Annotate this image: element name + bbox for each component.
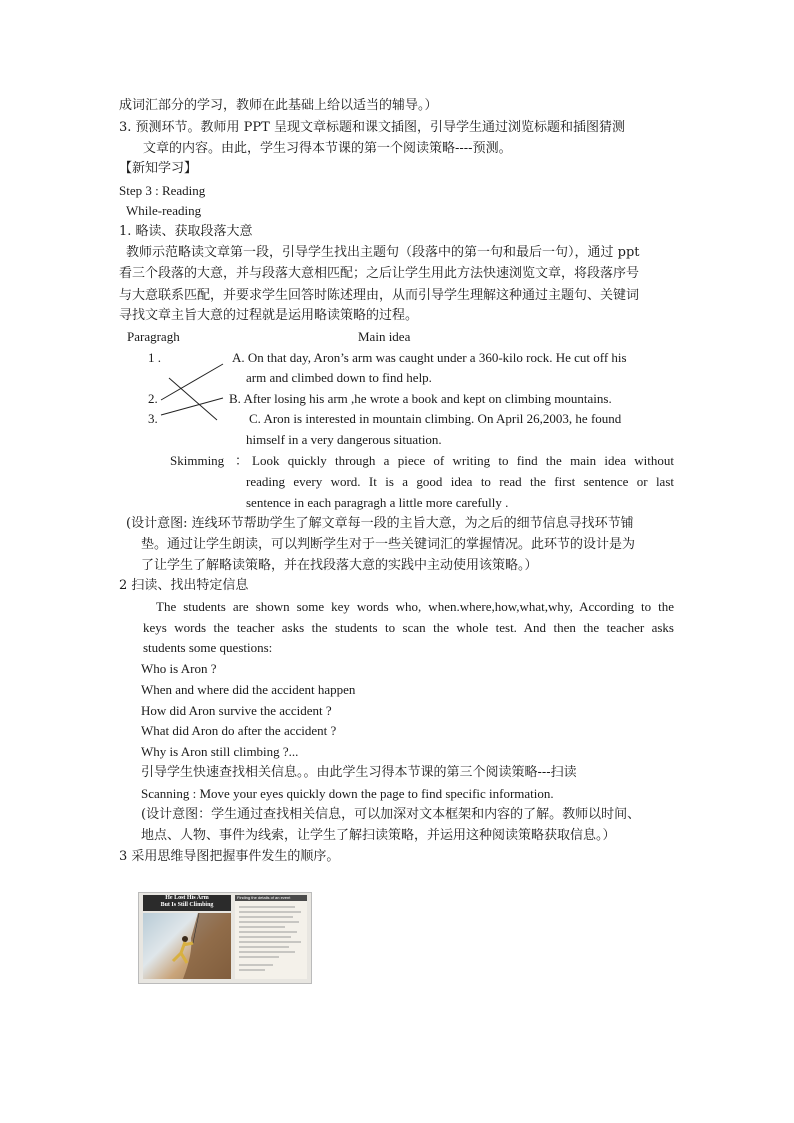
column-header-main-idea: Main idea: [358, 329, 411, 344]
question: When and where did the accident happen: [141, 682, 356, 697]
text-line: 3. 预测环节。教师用 PPT 呈现文章标题和课文插图，引导学生通过浏览标题和插图猜测: [119, 120, 625, 135]
text-line: 教师示范略读文章第一段，引导学生找出主题句（段落中的第一句和最后一句），通过 ppt: [126, 245, 640, 260]
main-idea-b: B. After losing his arm ,he wrote a book and kept on climbing mountains.: [229, 391, 612, 406]
match-line-2-a: [169, 378, 217, 420]
match-line-3-b: [161, 398, 223, 415]
main-idea-c-cont: himself in a very dangerous situation.: [246, 432, 442, 447]
thumb-title-line: He Lost His Arm: [165, 895, 209, 901]
column-header-paragraph: Paragragh: [127, 329, 180, 344]
textbook-page-image: [138, 892, 312, 984]
skimming-definition: reading every word. It is a good idea to read the first sentence or last: [246, 474, 674, 489]
thumb-title-line: But Is Still Climbing: [160, 902, 214, 908]
thumb-title-box: [143, 895, 231, 911]
matching-lines: [155, 360, 230, 430]
main-idea-a-cont: arm and climbed down to find help.: [246, 370, 432, 385]
main-idea-c: C. Aron is interested in mountain climbing. On April 26,2003, he found: [249, 411, 622, 426]
design-note: (设计意图：学生通过查找相关信息，可以加深对文本框架和内容的了解。教师以时间、: [141, 807, 641, 822]
step-title: 3 采用思维导图把握事件发生的顺序。: [119, 849, 340, 864]
section-heading: 【新知学习】: [119, 161, 198, 176]
text-line: 与大意联系匹配，并要求学生回答时陈述理由，从而引导学生理解这种通过主题句、关键词: [119, 288, 640, 303]
subheading: While-reading: [126, 203, 202, 218]
paragraph-number: 1 .: [148, 350, 161, 365]
step-title: 2 扫读、找出特定信息: [119, 578, 249, 593]
paragraph-number: 3.: [148, 411, 158, 426]
thumb-side-heading: Finding the details of an event: [235, 895, 307, 901]
match-line-1-c: [161, 364, 223, 400]
design-note: 垫。通过让学生朗读，可以判断学生对于一些关键词汇的掌握情况。此环节的设计是为: [141, 537, 636, 552]
text-line: 看三个段落的大意，并与段落大意相匹配；之后让学生用此方法快速浏览文章，将段落序号: [119, 266, 640, 281]
text-line: 成词汇部分的学习，教师在此基础上给以适当的辅导。）: [119, 98, 438, 113]
thumb-text-lines: [235, 901, 307, 977]
text-line: The students are shown some key words who, when.where,how,what,why, According to the: [156, 599, 674, 614]
question: What did Aron do after the accident ?: [141, 723, 337, 738]
text-line: students some questions:: [143, 640, 273, 655]
paragraph-number: 2.: [148, 391, 158, 406]
skimming-definition: sentence in each paragragh a little more carefully .: [246, 495, 509, 510]
design-note: 地点、人物、事件为线索，让学生了解扫读策略，并运用这种阅读策略获取信息。）: [141, 828, 616, 843]
question: How did Aron survive the accident ?: [141, 703, 332, 718]
skimming-colon: ：: [235, 453, 249, 468]
skimming-definition: Look quickly through a piece of writing to find the main idea without: [252, 453, 674, 468]
question: Who is Aron ?: [141, 661, 217, 676]
climber-figure-icon: [143, 913, 231, 979]
main-idea-a: A. On that day, Aron’s arm was caught under a 360-kilo rock. He cut off his: [232, 350, 627, 365]
step-title: 1. 略读、获取段落大意: [119, 224, 253, 239]
step-heading: Step 3 : Reading: [119, 183, 206, 198]
design-note: 了让学生了解略读策略，并在找段落大意的实践中主动使用该策略。）: [141, 558, 538, 573]
text-line: 文章的内容。由此，学生习得本节课的第一个阅读策略----预测。: [143, 141, 512, 156]
design-note: (设计意图: 连线环节帮助学生了解文章每一段的主旨大意，为之后的细节信息寻找环节铺: [126, 516, 634, 531]
question: Why is Aron still climbing ?...: [141, 744, 299, 759]
scanning-definition: Scanning : Move your eyes quickly down the page to find specific information.: [141, 786, 554, 801]
text-line: 引导学生快速查找相关信息。。由此学生习得本节课的第三个阅读策略---扫读: [141, 765, 577, 780]
thumb-side-panel: [235, 895, 307, 979]
text-line: keys words the teacher asks the students to scan the whole test. And then the teacher asks: [143, 620, 674, 635]
skimming-label: Skimming: [170, 453, 225, 468]
text-line: 寻找文章主旨大意的过程就是运用略读策略的过程。: [119, 308, 419, 323]
